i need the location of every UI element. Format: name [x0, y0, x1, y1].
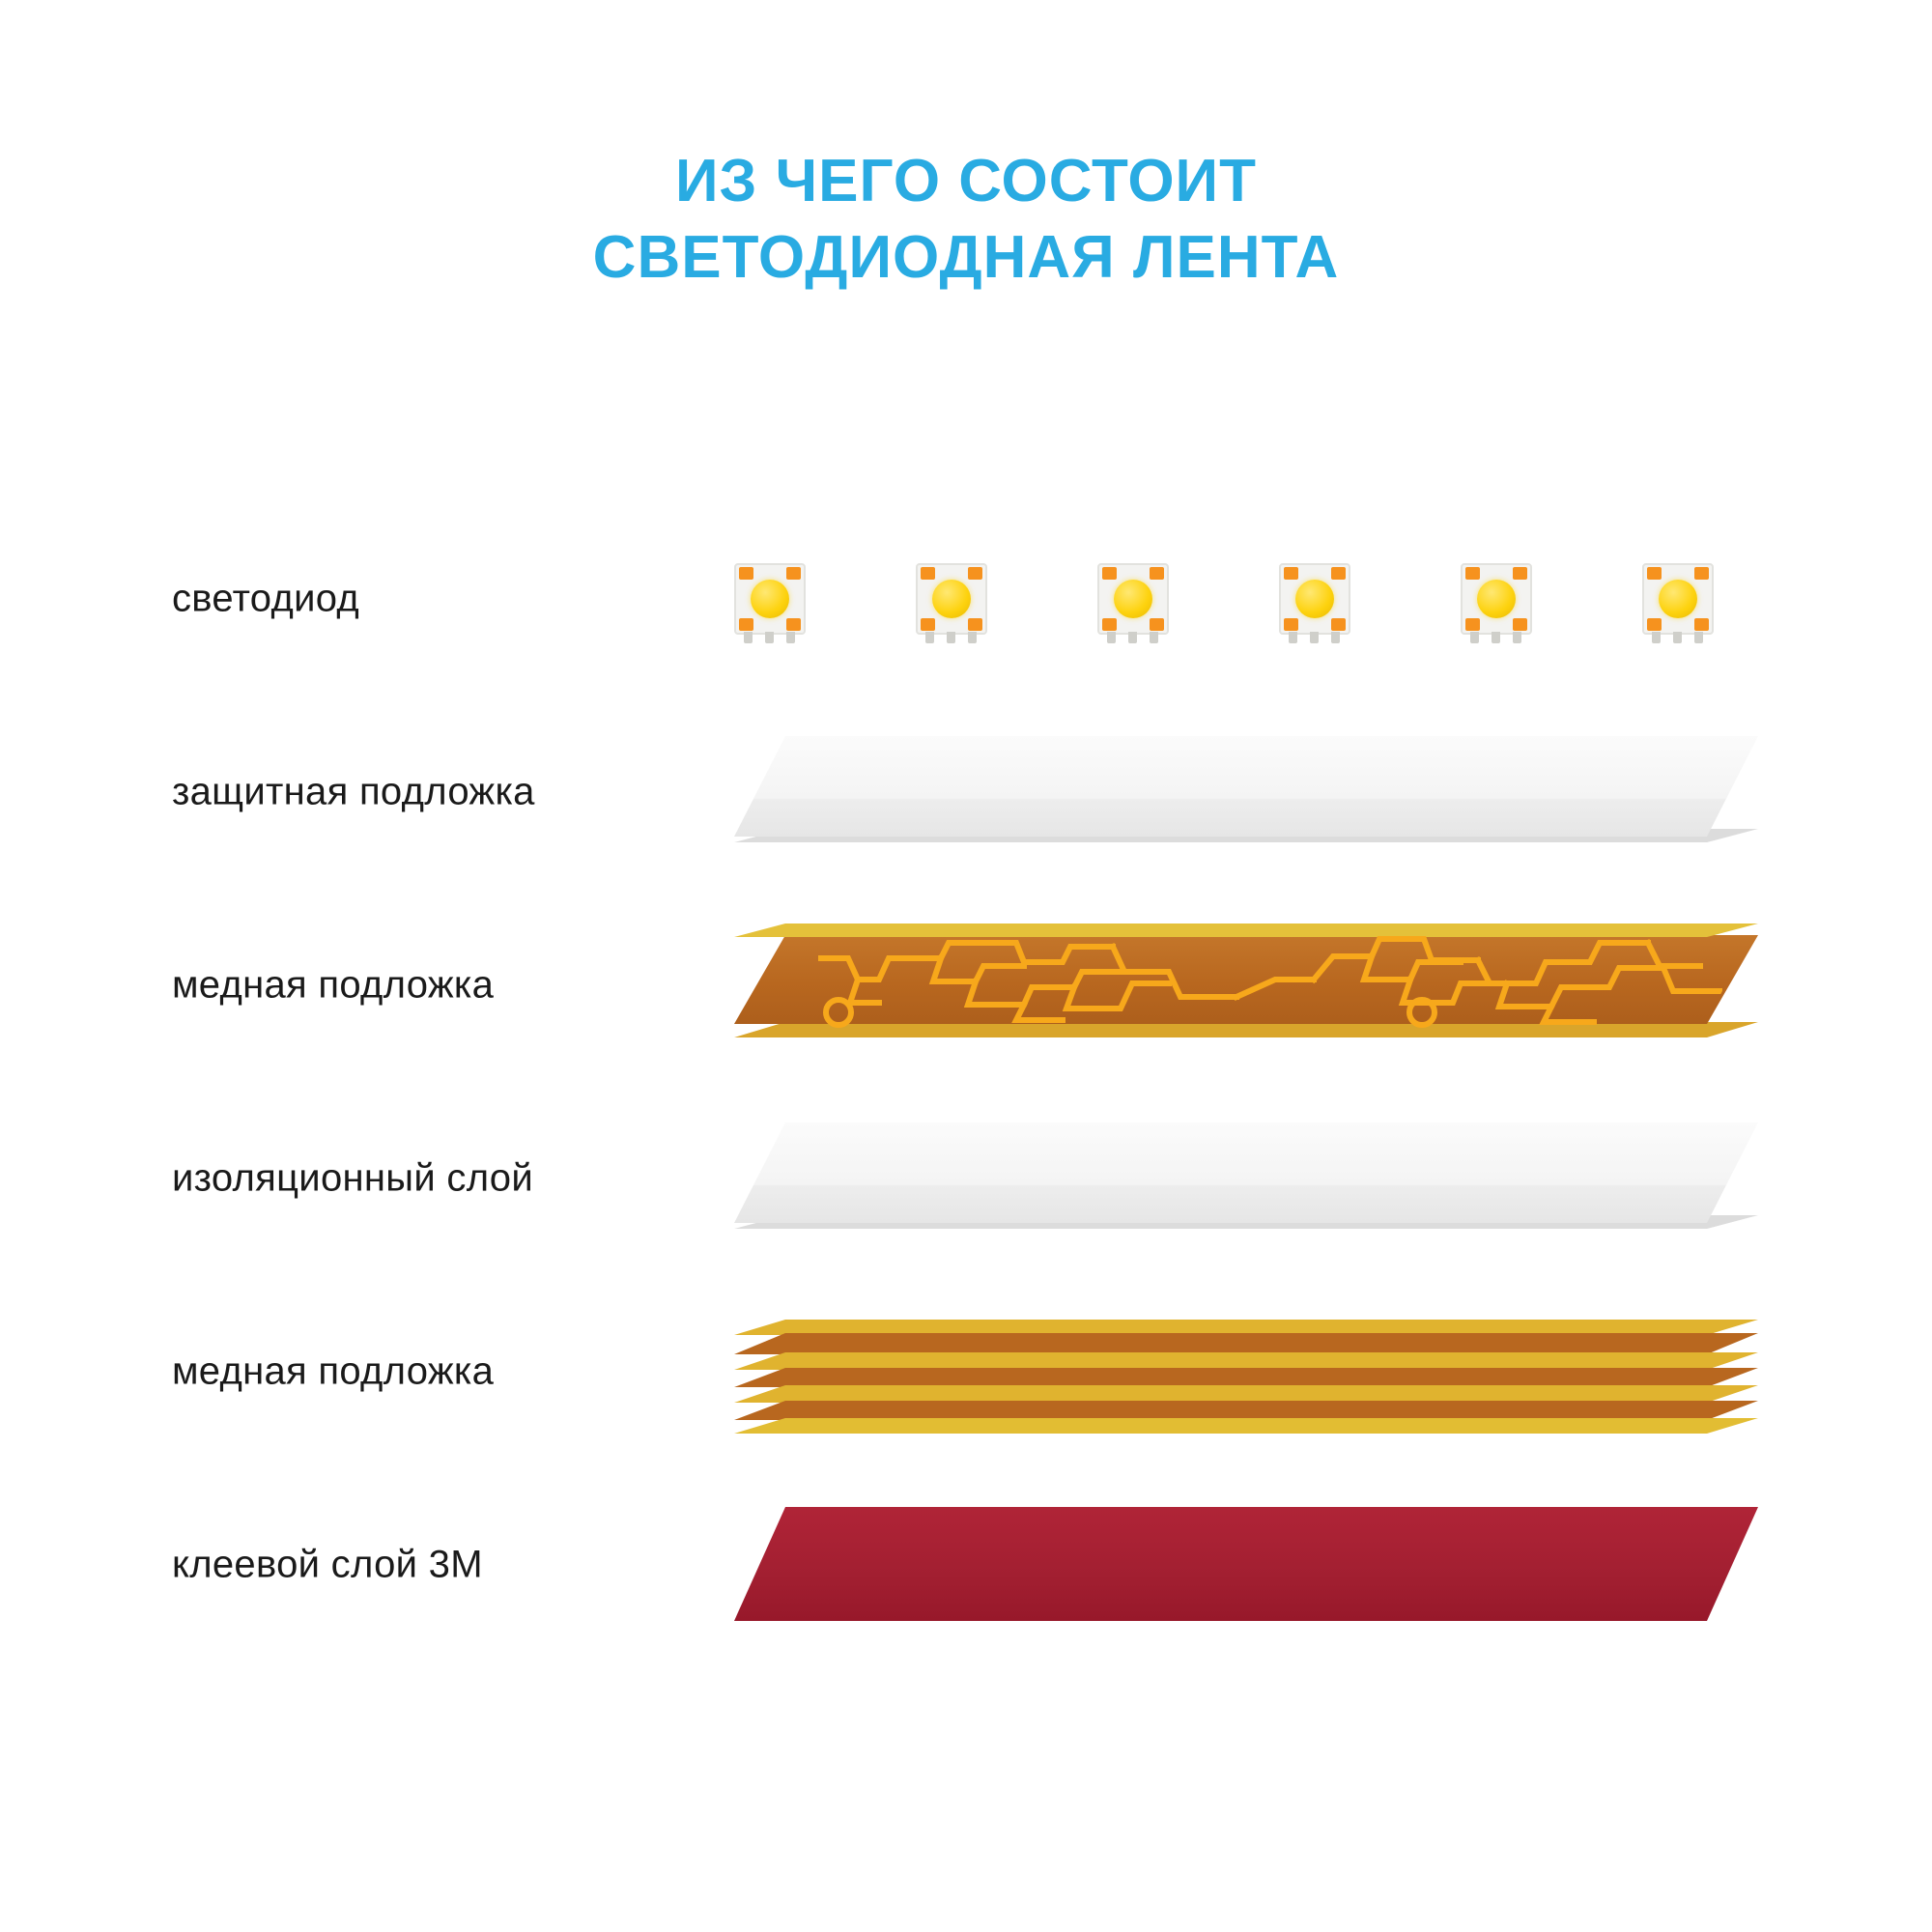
- layer-label-adhesive: клеевой слой 3М: [172, 1543, 483, 1586]
- layer-art-adhesive: [734, 1468, 1806, 1662]
- copper-band: [734, 1418, 1758, 1434]
- layer-art-insulating: [734, 1082, 1806, 1275]
- adhesive-face: [734, 1507, 1758, 1621]
- copper-band: [734, 1320, 1758, 1335]
- layer-label-copper-substrate-top: медная подложка: [172, 963, 495, 1007]
- layer-art-protective-substrate: [734, 696, 1806, 889]
- led-chip-icon: [1279, 563, 1350, 635]
- layer-art-led: [734, 502, 1806, 696]
- layer-art-copper-substrate-bottom: [734, 1275, 1806, 1468]
- layer-label-led: светодиод: [172, 577, 360, 620]
- layer-row-insulating: [0, 1082, 1932, 1275]
- copper-band: [734, 1333, 1758, 1354]
- layer-label-copper-substrate-bottom: медная подложка: [172, 1350, 495, 1393]
- pcb-traces-svg: [734, 923, 1758, 1039]
- layer-row-adhesive: [0, 1468, 1932, 1662]
- sheet-face: [734, 1122, 1758, 1223]
- page-title: [0, 143, 1932, 297]
- layer-row-copper-substrate-top: [0, 889, 1932, 1082]
- copper-band: [734, 1352, 1758, 1370]
- copper-band: [734, 1401, 1758, 1420]
- led-chip-icon: [1461, 563, 1532, 635]
- page-title-line-2: СВЕТОДИОДНАЯ ЛЕНТА: [592, 224, 1340, 292]
- sheet-face: [734, 736, 1758, 837]
- copper-band: [734, 1385, 1758, 1403]
- page-title-line-1: ИЗ ЧЕГО СОСТОИТ: [674, 148, 1257, 214]
- layer-label-protective-substrate: защитная подложка: [172, 770, 535, 813]
- layer-row-protective-substrate: [0, 696, 1932, 889]
- led-chip-icon: [916, 563, 987, 635]
- led-strip: [734, 502, 1806, 696]
- layer-art-copper-substrate-top: [734, 889, 1806, 1082]
- led-chip-icon: [1642, 563, 1714, 635]
- copper-band: [734, 1368, 1758, 1387]
- pcb-traces: [734, 923, 1758, 1039]
- layer-list: [0, 502, 1932, 1662]
- layer-row-led: [0, 502, 1932, 696]
- layer-label-insulating: изоляционный слой: [172, 1156, 533, 1200]
- led-chip-icon: [1097, 563, 1169, 635]
- layer-row-copper-substrate-bottom: [0, 1275, 1932, 1468]
- led-chip-icon: [734, 563, 806, 635]
